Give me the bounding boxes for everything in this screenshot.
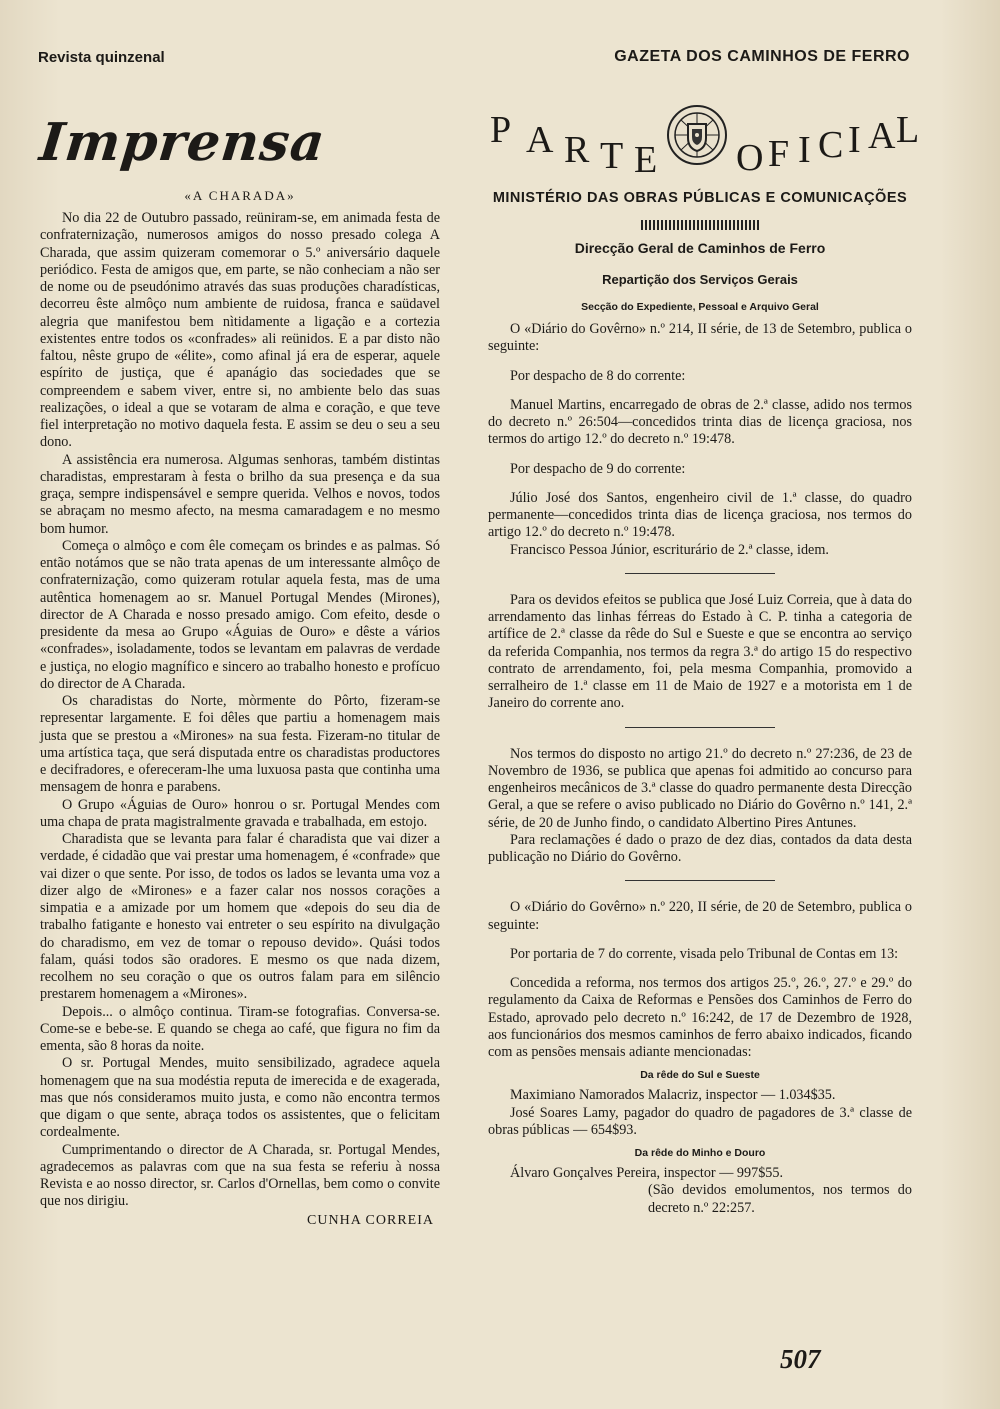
- masthead-letter: I: [798, 129, 820, 171]
- official-paragraph: Para os devidos efeitos se publica que José Luiz Correia, que à data do arrendamento das linhas férreas do Estado à C. P. tinha a categoria de artífice de 2.ª classe da rêde do Sul e Sueste e que se encontra ao serviço da referida Companhia, nos termos da regra 3.ª do artigo 15 do respectivo contrato de arrendamento, foi, pela mesma Companhia, promovido a serralheiro de 1.ª classe em 11 de Maio de 1927 e a motorista em 1 de Janeiro do corrente ano.: [488, 591, 912, 712]
- masthead-letter: A: [868, 115, 905, 157]
- official-block-2: [488, 592, 912, 713]
- rede-minho-heading: Da rêde do Minho e Douro: [634, 1147, 766, 1159]
- official-paragraph: O «Diário do Govêrno» n.º 214, II série, de 13 de Setembro, publica o seguinte:: [488, 321, 912, 355]
- imprensa-masthead: Imprensa: [36, 112, 329, 173]
- page-number: 507: [780, 1344, 821, 1374]
- masthead-letter: E: [634, 139, 667, 181]
- pension-item: Álvaro Gonçalves Pereira, inspector — 997$55.: [510, 1165, 784, 1181]
- official-block-4: [488, 899, 912, 1217]
- masthead-letter: A: [526, 119, 563, 161]
- official-block-1: [488, 321, 912, 559]
- masthead-letter: R: [564, 129, 599, 171]
- seccao-heading: Secção do Expediente, Pessoal e Arquivo Geral: [581, 301, 819, 313]
- imprensa-column: [36, 108, 440, 1229]
- article-paragraph: A assistência era numerosa. Algumas senhoras, também distintas charadistas, emprestaram à festa o brilho da sua presença e da sua graça, sempre indispensável e sempre querida. Velhos e novos, todos se abraçam no mesmo afecto, na mesma camaradagem e no mesmo bom humor.: [40, 451, 440, 537]
- direccao-heading: Direcção Geral de Caminhos de Ferro: [574, 240, 826, 256]
- section-rule: [625, 880, 775, 881]
- section-rule: [625, 573, 775, 574]
- article-paragraph: O Grupo «Águias de Ouro» honrou o sr. Portugal Mendes com uma chapa de prata magistralmente gravada e trabalhada, em estojo.: [40, 796, 440, 830]
- masthead-letter: L: [896, 109, 929, 151]
- official-paragraph: Francisco Pessoa Júnior, escriturário de 2.ª classe, idem.: [510, 541, 829, 558]
- official-paragraph: Júlio José dos Santos, engenheiro civil de 1.ª classe, do quadro permanente—concedidos trinta dias de licença graciosa, nos termos do artigo 12.º do decreto n.º 19:478.: [488, 489, 912, 541]
- official-paragraph: Manuel Martins, encarregado de obras de 2.ª classe, adido nos termos do decreto n.º 26:504—concedidos trinta dias de licença graciosa, nos termos do artigo 12.º do decreto n.º 19:478.: [488, 396, 912, 448]
- section-rule: [625, 727, 775, 728]
- portuguese-crest-icon: [666, 104, 728, 166]
- masthead-letter: O: [736, 137, 773, 179]
- article-paragraph: O sr. Portugal Mendes, muito sensibilizado, agradece aquela homenagem que na sua modéstia reputa de imerecida e de exagerada, mas que nós consideramos muito justa, e como não encontra termos que digam o que sente, abraça todos os assistentes, que o felicitam cordealmente.: [40, 1055, 440, 1141]
- article-paragraph: Depois... o almôço continua. Tiram-se fotografias. Conversa-se. Come-se e bebe-se. E quando se chega ao café, que figura no fim da ementa, são 8 horas da noite.: [40, 1003, 440, 1054]
- masthead-letter: F: [768, 133, 799, 175]
- article-body: [40, 210, 440, 1211]
- article-subtitle: «A CHARADA»: [184, 188, 296, 203]
- parte-oficial-masthead: [488, 100, 929, 186]
- official-block-3: [488, 746, 912, 867]
- official-paragraph: Por portaria de 7 do corrente, visada pelo Tribunal de Contas em 13:: [510, 945, 899, 962]
- official-paragraph: O «Diário do Govêrno» n.º 220, II série, de 20 de Setembro, publica o seguinte:: [488, 899, 912, 933]
- parte-oficial-column: [488, 100, 929, 1217]
- pension-item: José Soares Lamy, pagador do quadro de pagadores de 3.ª classe de obras públicas — 654$93.: [488, 1104, 912, 1138]
- article-paragraph: Começa o almôço e com êle começam os brindes e as palmas. Só então notámos que se não trata apenas de um interessante almôço de confraternização, como quizeram rotular aquela festa, mas de uma autêntica homenagem ao sr. Manuel Portugal Mendes (Mirones), director de A Charada e nosso presado amigo. Com efeito, desde o presidente da mesa ao Grupo «Águias de Ouro» e dêste a vários «confrades», isoladamente, todos se levantam em palavras de verdade e justiça, no elogio magnífico e sincero ao trabalho honesto e profícuo do director de A Charada.: [40, 537, 440, 692]
- masthead-letter: C: [818, 124, 853, 166]
- article-signature: CUNHA CORREIA: [307, 1212, 434, 1228]
- rede-sul-heading: Da rêde do Sul e Sueste: [640, 1069, 760, 1082]
- article-paragraph: Os charadistas do Norte, mòrmente do Pôrto, fizeram-se representar largamente. E foi dêles que partiu a homenagem mais justa que se prestou a «Mirones» na sua festa. Fizeram-no titular de uma artística taça, que será disputada entre os charadistas productores e decifradores, e ofereceram-lhe uma luxuosa pasta que continha uma mensagem de honra e parabens.: [40, 693, 440, 796]
- official-paragraph: Nos termos do disposto no artigo 21.º do decreto n.º 27:236, de 23 de Novembro de 1936, se publica que apenas foi admitido ao concurso para engenheiros mecânicos de 3.ª classe do quadro permanente desta Direcção Geral, a que se refere o aviso publicado no Diário do Govêrno n.º 141, 2.ª série, de 20 de Junho findo, o candidato Albertino Pires Antunes.: [488, 745, 912, 831]
- article-paragraph: Cumprimentando o director de A Charada, sr. Portugal Mendes, agradecemos as palavras com que na sua festa se referiu à nossa Revista e ao nosso director, sr. Carlos d'Ornellas, bem como o convite que nos dirigiu.: [40, 1141, 440, 1210]
- pension-item: Maximiano Namorados Malacriz, inspector — 1.034$35.: [510, 1087, 836, 1104]
- closing-note: (São devidos emolumentos, nos termos do decreto n.º 22:257.: [648, 1182, 912, 1216]
- hatched-divider: [641, 220, 759, 230]
- article-paragraph: No dia 22 de Outubro passado, reüniram-se, em animada festa de confraternização, numerosos amigos do nosso presado colega A Charada, que assim quizeram comemorar o 5.º aniversário daquele periódico. Festa de amigos que, em parte, se não conheciam a não ser de nome ou de pseudónimo através das suas produções charadísticas, decorreu êste almôço num ambiente de ruidosa, franca e saüdavel alegria que manifestou bem nìtidamente a ligação e a cortezia existentes entre todos os «confrades» ali reünidos. E a par disto não faltou, nêste grupo de «élite», como afinal já era de esperar, aquele espírito de justiça, que é apanágio das sociedades que se compreendem e sabem viver, entre si, no ambiente belo das suas realizações, o ideal a que se votaram de alma e coração, e que teve fiel interpretação no motivo daquela festa. E assim se deu o seu a seu dono.: [40, 210, 440, 451]
- official-paragraph: Por despacho de 8 do corrente:: [510, 367, 686, 384]
- ministry-heading: MINISTÉRIO DAS OBRAS PÚBLICAS E COMUNICAÇÕES: [492, 190, 908, 206]
- reparticao-heading: Repartição dos Serviços Gerais: [602, 272, 798, 287]
- official-paragraph: Concedida a reforma, nos termos dos artigos 25.º, 26.º, 27.º e 29.º do regulamento da Caixa de Reformas e Pensões dos Caminhos de Ferro do Estado, aprovado pelo decreto n.º 16:242, de 17 de Dezembro de 1928, aos funcionários dos mesmos caminhos de ferro abaixo indicados, ficando com as pensões mensais adiante mencionadas:: [488, 975, 912, 1060]
- masthead-letter: I: [848, 119, 870, 161]
- official-paragraph: Por despacho de 9 do corrente:: [510, 460, 686, 477]
- running-header-left: Revista quinzenal: [38, 49, 165, 66]
- official-paragraph: Para reclamações é dado o prazo de dez dias, contados da data desta publicação no Diário do Govêrno.: [488, 831, 912, 865]
- masthead-letter: T: [600, 135, 633, 177]
- article-paragraph: Charadista que se levanta para falar é charadista que vai dizer a verdade, é cidadão que vai prestar uma homenagem, é «confrade» que vai dizer o que sente. Por isso, de todos os lados se levanta uma voz a dizer algo de «Mirones» e a fazer calar nos nossos corações a simpatia e a amizade por um homem que «depois do seu dia de trabalho fatigante e honesto vai entreter o seu espírito na divulgação do charadismo, em vez de tomar o repouso devido». Quási todos falam, quási todos são oradores. E mesmo os que nada dizem, recolhem no seu coração o que os outros falam para em silêncio prestarem homenagem a «Mirones».: [40, 831, 440, 1003]
- masthead-letter: P: [490, 109, 521, 151]
- running-header-right: GAZETA DOS CAMINHOS DE FERRO: [614, 48, 910, 65]
